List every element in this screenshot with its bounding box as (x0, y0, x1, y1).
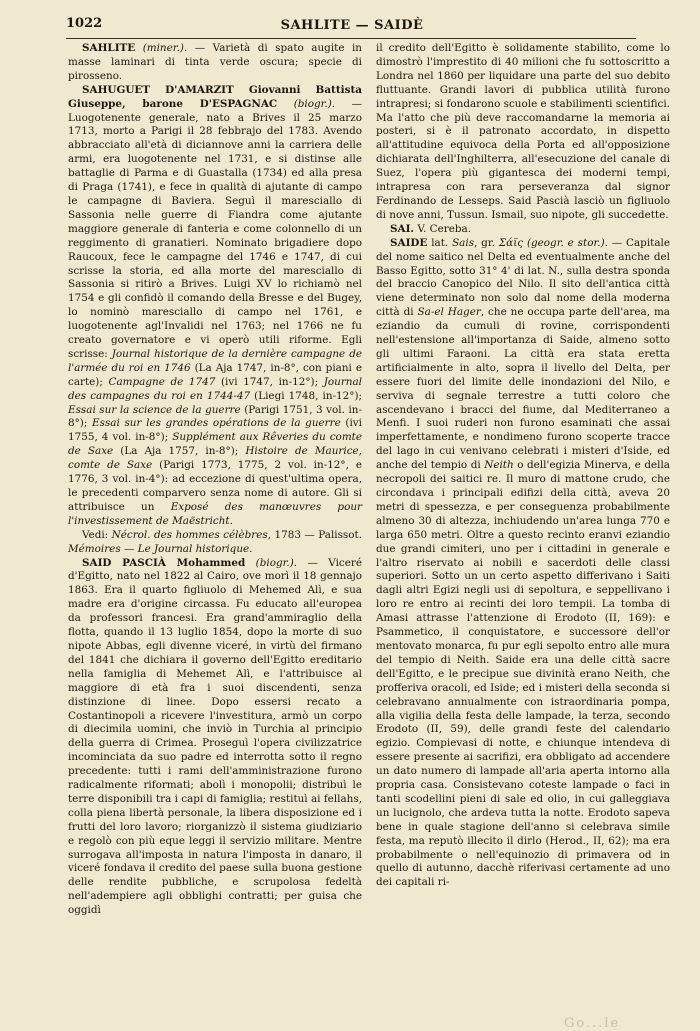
work-note: (ivi 1755, 4 vol. in-8°); (68, 417, 362, 444)
entry-qualifier: (biogr.). (293, 97, 336, 110)
headword: SAHLITE (82, 42, 136, 54)
header-rule (66, 38, 636, 39)
page-number: 1022 (66, 16, 103, 31)
running-head: SAHLITE — SAIDÈ (280, 17, 424, 33)
page-header (66, 13, 638, 37)
work-title: Exposé des manœuvres pour l'investissement de Maëstricht. (68, 500, 362, 527)
entry-said-pascia (68, 557, 362, 919)
headword: SAIDE (390, 236, 428, 249)
ref-note: , 1783 — Palissot. (267, 528, 362, 541)
entry-continuation (376, 42, 670, 223)
work-title: Essai sur les grandes opérations de la guerre (92, 417, 341, 430)
references (68, 529, 362, 557)
entry-text: V. Cereba. (414, 222, 472, 235)
entry-text: , che ne occupa parte dell'area, ma eziandio da cumuli di rovine, corrispondenti nell'estensione all'importanza di Saide, almeno sotto gli ultimi Faraoni. La città era stata eretta artificialmente in alto, sopra il livello del Delta, per essere fuori del limite delle inondazioni del Nilo, e serviva di segnale terrestre a tutti coloro che ascendevano i bracci del fiume, dal Mediterraneo a Menfi. I suoi ruderi non furono esaminati che assai imperfettamente, e nondimeno furono scoperte tracce del lago in cui venivano celebrati i misteri d'Iside, ed anche del tempio di (376, 306, 670, 472)
deity-name: Neith (484, 459, 514, 472)
entry-sai (376, 223, 670, 237)
right-column (376, 42, 670, 890)
entry-text: — Capitale del nome saitico nel Delta ed eventualmente anche del Basso Egitto, sotto 31° 4' di lat. N., sulla destra sponda del braccio Canopico del Nilo. Il sito dell'antica città viene determinato non solo dal nome della moderna città di (376, 236, 670, 319)
entry-text: — Luogotenente generale, nato a Brives il 25 marzo 1713, morto a Parigi il 28 febbrajo del 1783. Avendo abbracciato all'età di diciannove anni la carriera delle armi, era luogotenente nel 1731, e si distinse alle battaglie di Parma e di Guastalla (1734) ed alla presa di Praga (1741), e fece in qualità di ajutante di campo le campagne di Baviera. Seguì il maresciallo di Sassonia nelle guerre di Fiandra come ajutante maggiore generale di fanteria e come colonnello di un reggimento di granatieri. Nominato brigadiere dopo Raucoux, fece le campagne del 1746 e 1747, di cui scrisse la storia, ed alla morte del maresciallo di Sassonia si ritirò a Brives. Luigi XV lo richiamò nel 1754 e gli confidò il comando della Bresse e del Bugey, lo nominò maresciallo di campo nel 1761, e luogotenente agl'Invalidi nel 1763; nel 1766 ne fu creato governatore e vi operò utili riforme. Egli scrisse: (68, 97, 362, 360)
greek-name: Σάϊς (498, 236, 524, 249)
entry-sahlite (68, 42, 362, 84)
headword: SAI. (390, 222, 415, 235)
work-note: (La Aja 1747, in-8°, con piani e carte); (68, 361, 362, 388)
work-title: Essai sur la science de la guerre (68, 403, 241, 416)
entry-saide (376, 237, 670, 891)
work-note: (La Aja 1757, in-8°); (113, 445, 246, 458)
latin-name: Sais (452, 236, 475, 249)
entry-sahuguet (68, 84, 362, 529)
work-title: Campagne de 1747 (108, 375, 216, 388)
entry-text: o dell'egizia Minerva, e della necropoli dei saitici re. Il muro di mattone crudo, che circondava i principali edifizi della città, aveva 20 metri di spessezza, e per conseguenza probabilmente almeno 30 di altezza, inchiudendo un'area lunga 770 e larga 650 metri. Oltre a questo recinto eranvi eziandio due grandi cimiteri, uno per i cittadini in generale e l'altro riservato ai nobili e sacerdoti delle classi superiori. Sotto un un certo aspetto differivano i Saiti dagli altri Egizi negli usi di sepoltura, e seppellivano i loro re entro ai recinti dei loro tempii. La tomba di Amasi attrasse l'attenzione di Erodoto (II, 169): e Psammetico, il conquistatore, e successore dell'or mentovato monarca, fu pur egli sepolto entro alle mura del tempio di Neith. Saide era una delle città sacre dell'Egitto, e le precipue sue divinità erano Neith, che profferiva oracoli, ed Iside; ed i misteri della seconda si celebravano annualmente con istraordinaria pompa, alla vigilia della festa delle lampade, la terza, secondo Erodoto (II, 59), delle grandi feste del calendario egizio. Compievasi di notte, e chiunque intendeva di essere presente ai sacrifizi, era obbligato ad accendere un dato numero di lampade all'aria aperta intorno alla propria casa. Consistevano coteste lampade o faci in tanti scodellini pieni di sale ed olio, in cui galleggiava un lucignolo, che ardeva tutta la notte. Erodoto sapeva bene in quale stagione dell'anno si celebrava simile festa, ma reputò illecito il dirlo (Herod., II, 62); ma era probabilmente o nell'equinozio di primavera od in quello di autunno, dacchè riferivasi certamente ad uno dei capitali ri- (376, 459, 670, 889)
headword: SAID PASCIÀ Mohammed (82, 556, 246, 569)
continuation-text: il credito dell'Egitto è solidamente stabilito, come lo dimostrò l'imprestito di 40 milioni che fu sottoscritto a Londra nel 1860 per liquidare una parte del suo debito fluttuante. Grandi lavori di pubblica utilità furono intrapresi; si fondarono scuole e stabilimenti scientifici. Ma l'atto che più deve raccomandarne la memoria ai posteri, si è il patronato accordato, in dispetto all'attitudine equivoca della Porta ed all'opposizione dichiarata dell'Inghilterra, all'esecuzione del canale di Suez, l'opera più gigantesca dei moderni tempi, intrapresa con rara perseveranza dal signor Ferdinando de Lesseps. Said Pascià lasciò un figliuolo di nove anni, Tussun. Ismail, suo nipote, gli succedette. (376, 42, 670, 221)
latin-label: lat. (427, 236, 453, 249)
work-title: Journal des campagnes du roi en 1744-47 (68, 375, 363, 402)
left-column (68, 42, 362, 918)
entry-qualifier: (biogr.). (255, 556, 298, 569)
greek-label: , gr. (474, 236, 499, 249)
headword: SAHUGUET D'AMARZIT Giovanni Battista Giuseppe, barone D'ESPAGNAC (68, 83, 362, 110)
work-title: Supplément aux Rêveries du comte de Saxe (68, 431, 362, 458)
ref-title: Mémoires — Le Journal historique. (68, 542, 253, 555)
refs-label: Vedi: (82, 528, 112, 541)
work-title: Journal historique de la dernière campagne de l'armée du roi en 1746 (68, 347, 362, 374)
modern-name: Sa-el Hager (417, 306, 481, 319)
scan-watermark: Go...le (564, 1016, 621, 1031)
work-note: (ivi 1747, in-12°); (215, 375, 324, 388)
work-note: (Liegi 1748, in-12°); (250, 389, 362, 402)
work-title: Histoire de Maurice, comte de Saxe (68, 445, 362, 472)
entry-qualifier: (miner.). (142, 42, 188, 54)
ref-title: Nécrol. des hommes célèbres (111, 528, 268, 541)
entry-text: — Viceré d'Egitto, nato nel 1822 al Cairo, ove morì il 18 gennajo 1863. Era il quarto figliuolo di Mehemed Alì, e sua madre era d'origine circassa. Fu educato all'europea da professori francesi. Era grand'ammiraglio della flotta, quando il 13 luglio 1854, dopo la morte di suo nipote Abbas, egli divenne viceré, in virtù del firmano del 1841 che dichiara il governo dell'Egitto ereditario nella famiglia di Mehemet Alì, e l'attribuisce al maggiore di età fra i suoi discendenti, senza distinzione di linee. Dopo essersi recato a Costantinopoli a ricevere l'investitura, armò un corpo di diecimila uomini, che inviò in Turchia al principio della guerra di Crimea. Proseguì l'opera civilizzatrice incominciata da suo padre ed interrotta sotto il regno precedente: tutti i rami dell'amministrazione furono radicalmente riformati; abolì i monopolii; distribuì le terre disponibili tra i capi di famiglia; restituì ai fellahs, colla piena libertà personale, la libera disposizione ed i frutti del loro lavoro; riorganizzò il sistema giudiziario e regolò con più eque leggi il servizio militare. Mentre surrogava all'imposta in natura l'imposta in danaro, il viceré fondava il credito del paese sulla buona gestione delle rendite pubbliche, e scrupolosa fedeltà nell'adempiere agli obblighi contratti; per guisa che oggidì (68, 556, 363, 917)
entry-text: — Varietà di spato augite in masse laminari di tinta verde oscura; specie di pirosseno. (68, 42, 362, 82)
work-note: (Parigi 1773, 1775, 2 vol. in-12°, e 1776, 3 vol. in-4°): ad eccezione di quest'ultima opera, le precedenti comparvero senza nome di autore. Gli si attribuisce un (68, 459, 362, 513)
work-note: (Parigi 1751, 3 vol. in-8°); (68, 403, 362, 430)
entry-qualifier: (geogr. e stor.). (523, 236, 608, 249)
